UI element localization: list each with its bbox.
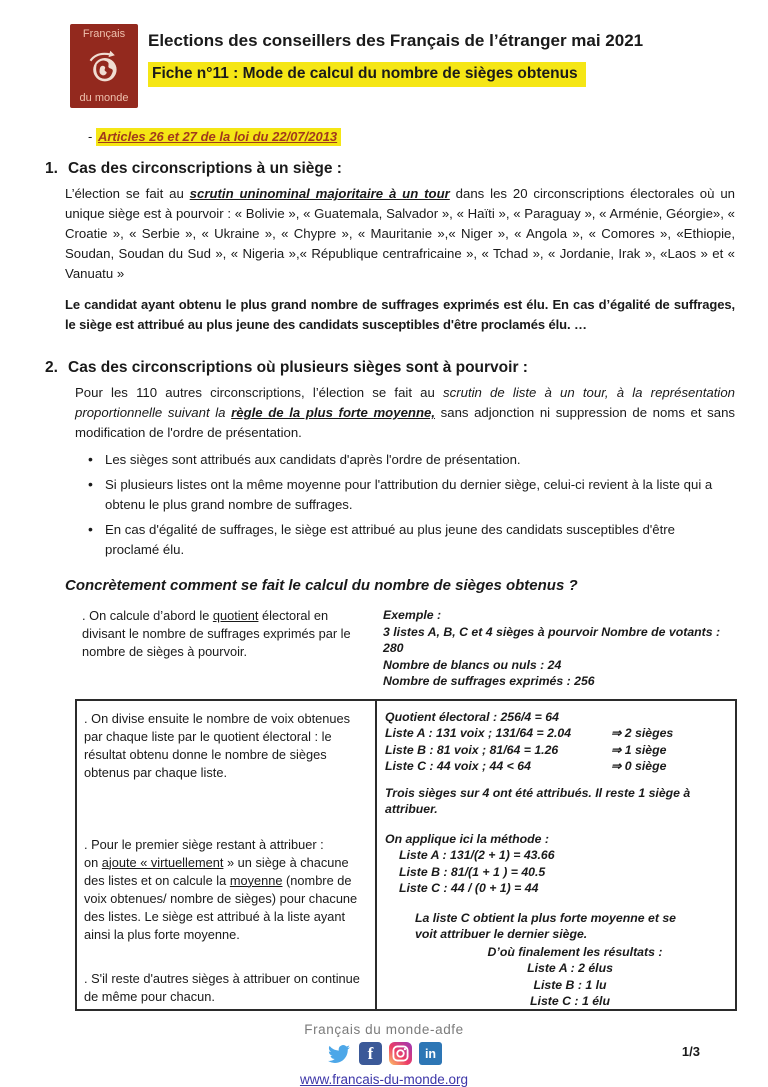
method-conclusion: La liste C obtient la plus forte moyenne et se voit attribuer le dernier siège. [415, 910, 677, 941]
list-c-seats: ⇒ 0 siège [611, 759, 667, 773]
results-title: D’où finalement les résultats : [487, 944, 663, 959]
step3-pre: on [84, 854, 102, 870]
example-title: Exemple : [383, 608, 442, 622]
calc-step-1 [75, 607, 375, 690]
list-a-seats: ⇒ 2 sièges [611, 726, 674, 740]
law-reference [88, 129, 768, 144]
method-line: Liste C : 44 / (0 + 1) = 44 [399, 881, 539, 895]
step3-body [84, 854, 363, 944]
bullet-item: • En cas d'égalité de suffrages, le siège est attribué au plus jeune des candidats susceptibles d'être proclamé élu. [88, 520, 723, 560]
result-line: Liste A : 2 élus [527, 961, 613, 975]
calc-step-4: . S'il reste d'autres sièges à attribuer on continue de même pour chacun. [84, 970, 360, 1004]
result-line: Liste C : 1 élu [530, 994, 610, 1008]
calc-question-heading: Concrètement comment se fait le calcul du nombre de sièges obtenus ? [65, 577, 578, 594]
logo-top-label: Français [82, 28, 126, 40]
reference-dash: - [88, 129, 93, 144]
linkedin-icon[interactable]: in [419, 1042, 442, 1065]
page-subtitle: Fiche n°11 : Mode de calcul du nombre de sièges obtenus [148, 62, 586, 87]
footer-brand: Français du monde-adfe [304, 1021, 464, 1037]
page-title: Elections des conseillers des Français de l’étranger mai 2021 [148, 31, 644, 50]
s2-para-italic: scrutin de liste à un tour, à la représentation proportionnelle suivant la [75, 385, 735, 420]
example-block [383, 607, 735, 690]
step3-mid: » un siège à chacune des listes et on calcule la [84, 854, 349, 888]
page-number: 1/3 [681, 1044, 700, 1059]
section-1-heading [45, 159, 768, 179]
twitter-icon[interactable] [326, 1043, 352, 1065]
section-1-heading-text: Cas des circonscriptions à un siège : [68, 160, 342, 177]
seat-row [385, 758, 725, 775]
francais-du-monde-logo [70, 24, 138, 108]
step3-post: (nombre de voix obtenues/ nombre de sièges) pour chacune des listes. Le siège est attribué à la liste ayant ainsi la plus forte moyenne. [84, 872, 358, 942]
step3-line1: . Pour le premier siège restant à attribuer : [84, 836, 324, 852]
list-b-seats: ⇒ 1 siège [611, 742, 667, 757]
example-line: 3 listes A, B, C et 4 sièges à pourvoir Nombre de votants : 280 [383, 624, 721, 655]
list-c-calc: Liste C : 44 voix ; 44 < 64 [385, 759, 531, 773]
step3-underlined2: moyenne [229, 872, 283, 888]
example-line: Nombre de suffrages exprimés : 256 [383, 674, 595, 688]
quotient-line: Quotient électoral : 256/4 = 64 [385, 709, 559, 724]
section-1-bold-paragraph: Le candidat ayant obtenu le plus grand nombre de suffrages exprimés est élu. En cas d’égalité de suffrages, le siège est attribué au plus jeune des candidats susceptibles d'être proclamés élu. … [65, 297, 735, 332]
s1-para-pre: L’élection se fait au [65, 186, 190, 201]
s1-para-post: dans les 20 circonscriptions électorales où un unique siège est à pourvoir : « Bolivie », « Guatemala, Salvador », « Haïti », « Paraguay », « Arménie, Géorgie», « Croatie », « Serbie », « Ukraine », « Chypre », « Mauritanie »,« Niger », « Angola », « Comores », «Ethiopie, Soudan, Soudan du Sud », « Nigeria »,« République centrafricaine », « Tchad », « Jordanie, Irak », «Laos » et « Vanuatu » [65, 186, 735, 281]
result-line: Liste B : 1 lu [533, 977, 607, 992]
method-line: Liste A : 131/(2 + 1) = 43.66 [399, 848, 555, 862]
calc-row-quotient [75, 607, 738, 690]
s2-para-post: sans adjonction ni suppression de noms et sans modification de l'ordre de présentation. [75, 405, 735, 440]
remaining-seat-note: Trois sièges sur 4 ont été attribués. Il reste 1 siège à attribuer. [385, 785, 691, 816]
list-b-calc: Liste B : 81 voix ; 81/64 = 1.26 [385, 742, 559, 757]
facebook-icon[interactable]: f [359, 1042, 382, 1065]
instagram-icon[interactable] [389, 1042, 412, 1065]
reference-link-text[interactable]: Articles 26 et 27 de la loi du 22/07/2013 [96, 128, 341, 146]
section-1-paragraph [65, 184, 735, 284]
section-2-heading-text: Cas des circonscriptions où plusieurs sièges sont à pourvoir : [68, 359, 528, 376]
section-2-heading [45, 358, 768, 378]
method-lines [399, 847, 725, 897]
calc-step-2: . On divise ensuite le nombre de voix obtenues par chaque liste par le quotient électoral : le résultat obtenu donne le nombre de sièges obtenus par chaque liste. [84, 710, 351, 780]
logo-bottom-label: du monde [79, 92, 129, 104]
example-line: Nombre de blancs ou nuls : 24 [383, 657, 562, 672]
section-1-number: 1. [45, 160, 58, 177]
s1-para-emphasis: scrutin uninominal majoritaire à un tour [189, 186, 450, 201]
bullet-list [88, 450, 723, 560]
bullet-item: • Les sièges sont attribués aux candidats d'après l'ordre de présentation. [88, 450, 723, 470]
globe-icon [85, 49, 123, 85]
step1-pre: . On calcule d’abord le [82, 608, 213, 623]
calc-table-right-column [377, 701, 735, 1009]
section-2-paragraph [75, 383, 735, 443]
list-a-calc: Liste A : 131 voix ; 131/64 = 2.04 [385, 726, 572, 740]
seat-row [385, 742, 725, 759]
calc-step-3 [84, 836, 363, 944]
section-2-number: 2. [45, 359, 58, 376]
method-title: On applique ici la méthode : [385, 831, 549, 846]
social-links [0, 1042, 768, 1066]
website-link[interactable]: www.francais-du-monde.org [299, 1071, 469, 1087]
step3-underlined1: ajoute « virtuellement [101, 854, 224, 870]
step1-underlined: quotient [212, 608, 259, 623]
seat-row [385, 725, 725, 742]
footer [0, 1022, 768, 1087]
step1-post: électoral en divisant le nombre de suffrages exprimés par le nombre de sièges à pourvoir. [82, 608, 351, 659]
title-block [148, 24, 643, 87]
s2-para-underlined: règle de la plus forte moyenne, [231, 405, 436, 420]
final-results [385, 960, 725, 1010]
calc-table-left-column [77, 701, 377, 1009]
s2-para-pre: Pour les 110 autres circonscriptions, l’élection se fait au [75, 385, 444, 400]
calc-table [75, 699, 737, 1011]
bullet-item: • Si plusieurs listes ont la même moyenne pour l'attribution du dernier siège, celui-ci revient à la liste qui a obtenu le plus grand nombre de suffrages. [88, 475, 723, 515]
method-line: Liste B : 81/(1 + 1 ) = 40.5 [399, 864, 546, 879]
header [0, 0, 768, 108]
